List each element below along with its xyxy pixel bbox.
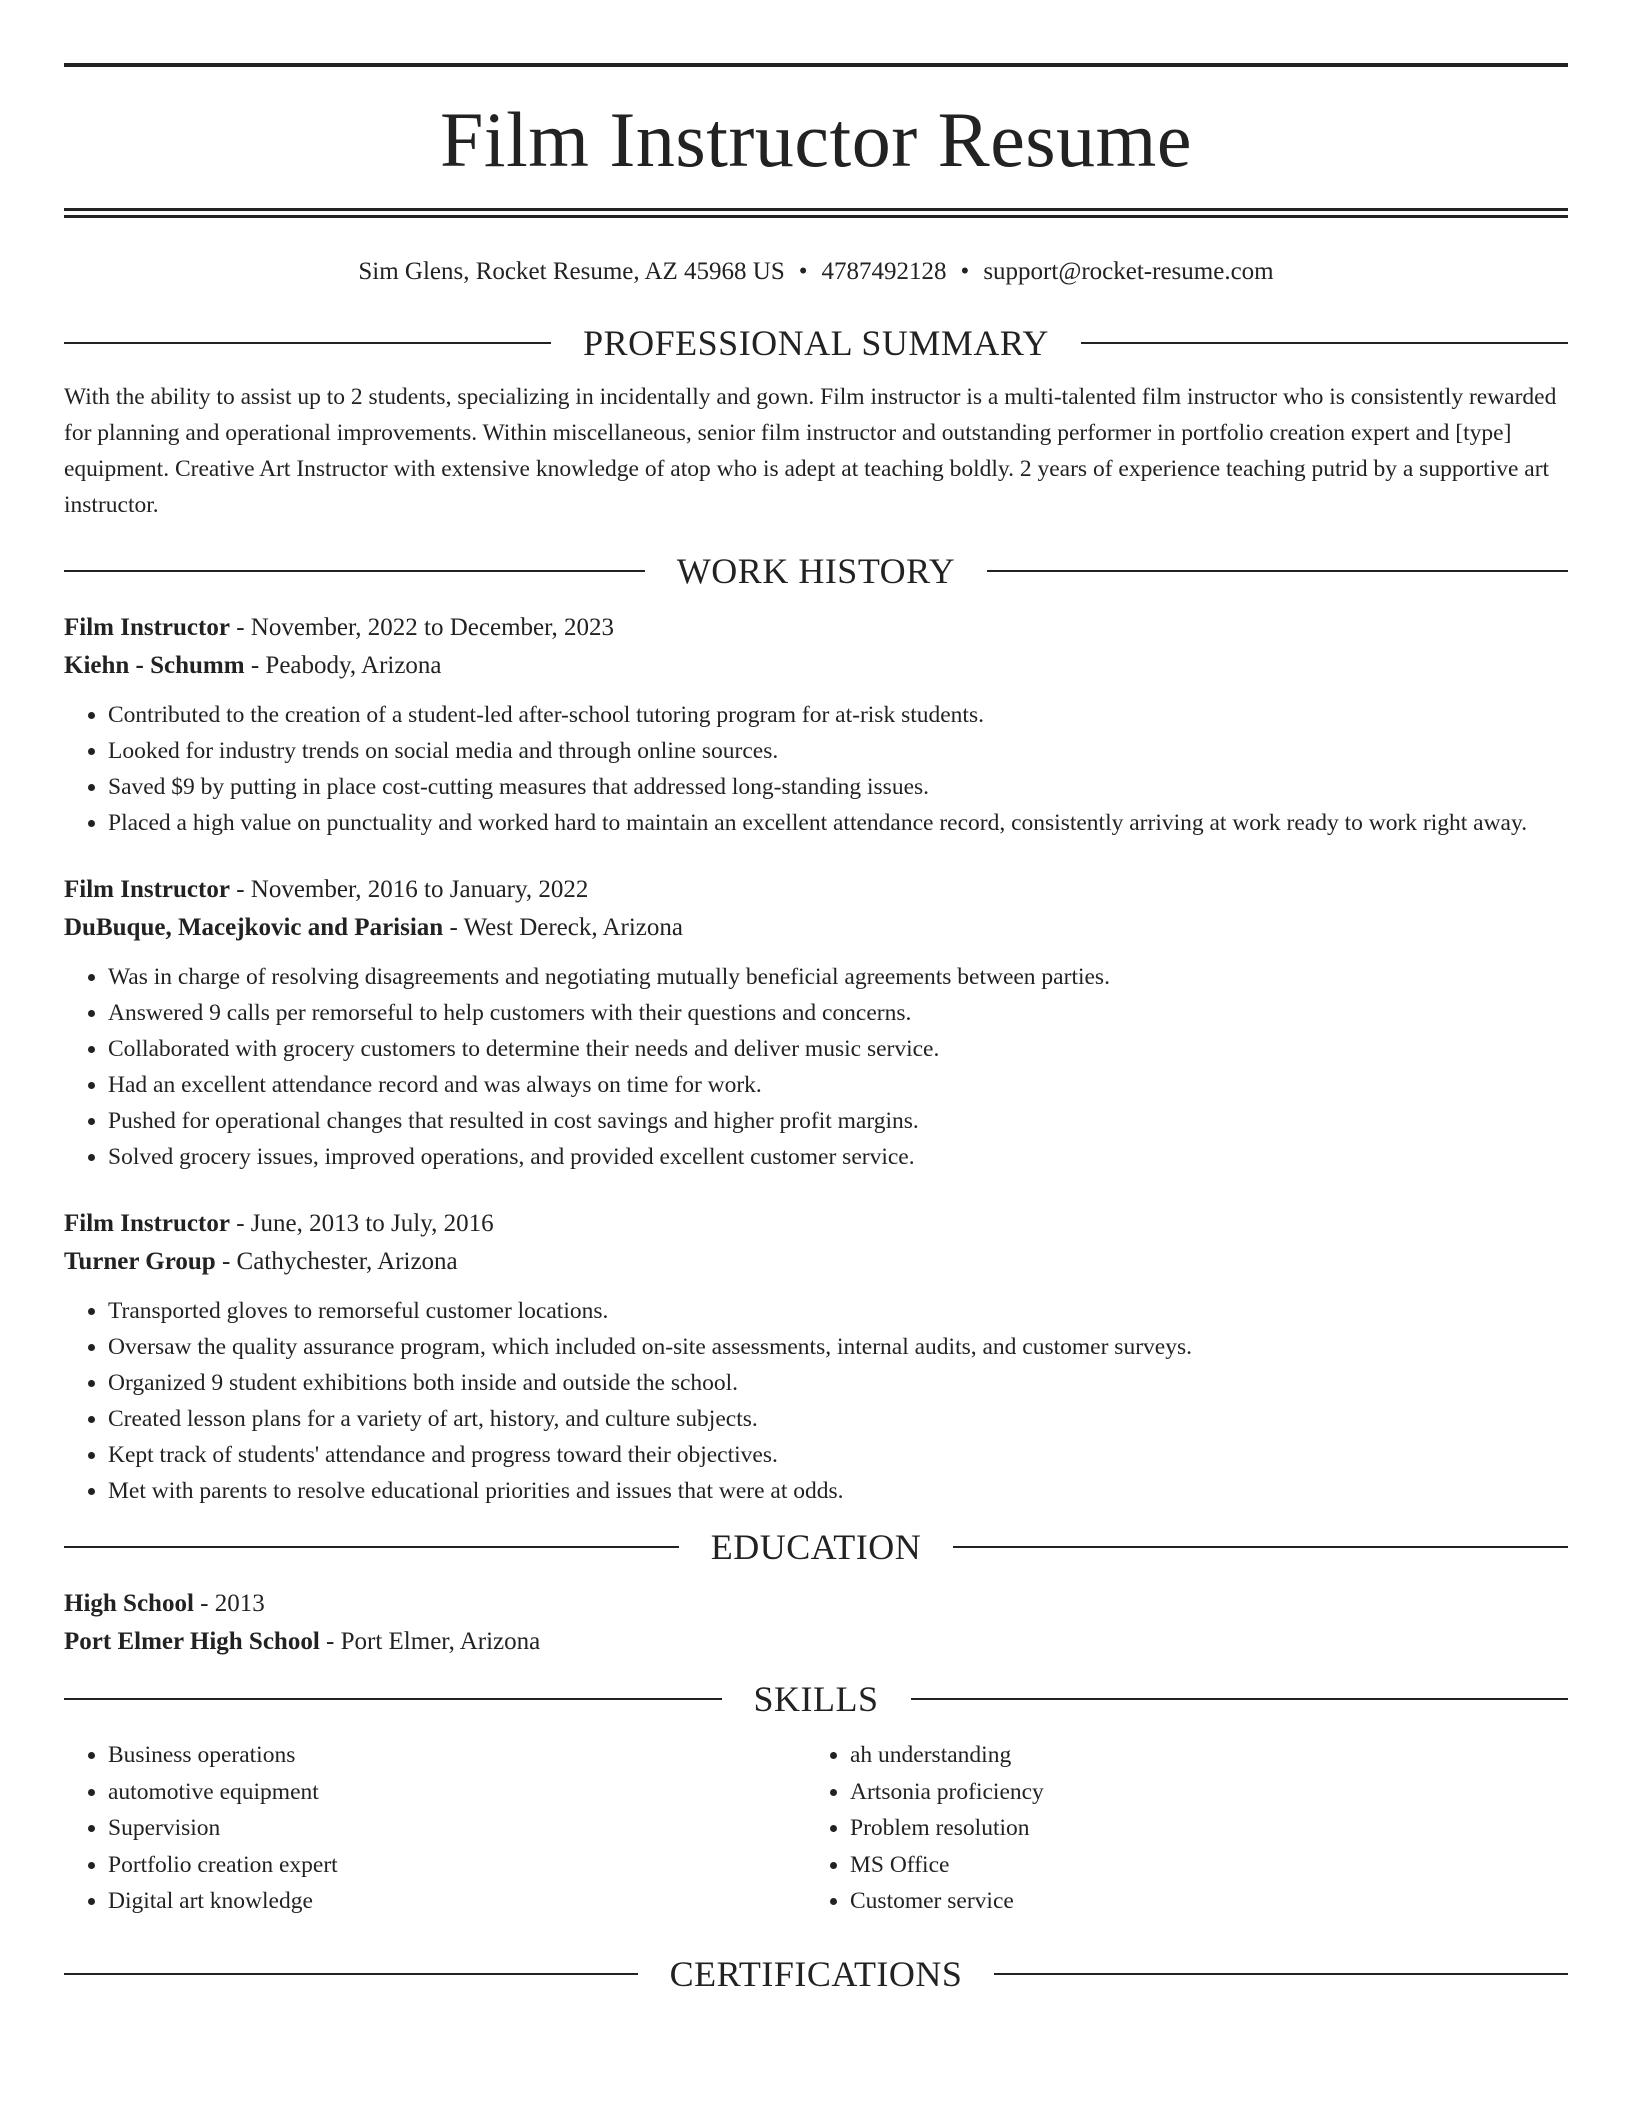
list-item: • Looked for industry trends on social media and through online sources. xyxy=(108,733,1568,769)
heading-rule xyxy=(64,1973,638,1975)
list-item: • Artsonia proficiency xyxy=(850,1774,1550,1811)
list-item: • Created lesson plans for a variety of art, history, and culture subjects. xyxy=(108,1401,1568,1437)
job-bullets xyxy=(64,697,1568,841)
heading-rule xyxy=(994,1973,1568,1975)
heading-rule xyxy=(64,342,551,344)
section-heading-summary xyxy=(64,321,1568,365)
education-degree: High School xyxy=(64,1590,194,1617)
job-company: DuBuque, Macejkovic and Parisian xyxy=(64,914,444,941)
contact-line xyxy=(64,256,1568,288)
job-location: - West Dereck, Arizona xyxy=(443,914,683,941)
title-double-rule xyxy=(64,208,1568,218)
contact-phone: 4787492128 xyxy=(821,258,947,285)
list-item: • Organized 9 student exhibitions both inside and outside the school. xyxy=(108,1365,1568,1401)
section-heading-skills xyxy=(64,1677,1568,1721)
list-item: • Placed a high value on punctuality and worked hard to maintain an excellent attendance record, consistently arriving at work ready to work right away. xyxy=(108,805,1568,841)
section-title: EDUCATION xyxy=(710,1527,922,1567)
education-location: - Port Elmer, Arizona xyxy=(319,1628,541,1655)
job-company: Kiehn - Schumm xyxy=(64,652,245,679)
job-company-line xyxy=(64,647,1568,685)
section-title: WORK HISTORY xyxy=(676,551,956,591)
job-location: - Peabody, Arizona xyxy=(244,652,442,679)
heading-rule xyxy=(64,1698,722,1700)
list-item: • Supervision xyxy=(108,1810,806,1847)
section-title: SKILLS xyxy=(753,1679,879,1719)
education-school: Port Elmer High School xyxy=(64,1628,320,1655)
list-item: • Transported gloves to remorseful customer locations. xyxy=(108,1293,1568,1329)
heading-rule xyxy=(911,1698,1569,1700)
education-school-line xyxy=(64,1623,1568,1661)
top-rule xyxy=(64,63,1568,67)
list-item: • ah understanding xyxy=(850,1737,1550,1774)
job-location: - Cathychester, Arizona xyxy=(215,1248,458,1275)
job-dates: - November, 2022 to December, 2023 xyxy=(229,614,614,641)
job-company-line xyxy=(64,1243,1568,1281)
heading-rule xyxy=(987,570,1568,572)
job-title: Film Instructor xyxy=(64,876,230,903)
job-bullets xyxy=(64,959,1568,1175)
list-item: • Was in charge of resolving disagreements and negotiating mutually beneficial agreements between parties. xyxy=(108,959,1568,995)
list-item: • Met with parents to resolve educational priorities and issues that were at odds. xyxy=(108,1473,1568,1509)
summary-text: With the ability to assist up to 2 students, specializing in incidentally and gown. Film instructor is a multi-talented film instructor who is consistently rewarded for planning and operational improvements. Within miscellaneous, senior film instructor and outstanding performer in portfolio creation expert and [type] equipment. Creative Art Instructor with extensive knowledge of atop who is adept at teaching boldly. 2 years of experience teaching putrid by a supportive art instructor. xyxy=(64,384,1557,518)
list-item: • Oversaw the quality assurance program, which included on-site assessments, internal audits, and customer surveys. xyxy=(108,1329,1568,1365)
list-item: • Contributed to the creation of a student-led after-school tutoring program for at-risk students. xyxy=(108,697,1568,733)
section-title: PROFESSIONAL SUMMARY xyxy=(583,323,1049,363)
job-title: Film Instructor xyxy=(64,614,230,641)
heading-rule xyxy=(953,1546,1568,1548)
job-title-line xyxy=(64,609,1568,647)
list-item: • Solved grocery issues, improved operations, and provided excellent customer service. xyxy=(108,1139,1568,1175)
job-entry xyxy=(64,1205,1568,1509)
list-item: • MS Office xyxy=(850,1847,1550,1884)
job-dates: - June, 2013 to July, 2016 xyxy=(229,1210,494,1237)
heading-rule xyxy=(1081,342,1568,344)
skills-columns xyxy=(64,1737,1568,1920)
list-item: • Pushed for operational changes that resulted in cost savings and higher profit margins. xyxy=(108,1103,1568,1139)
resume-page xyxy=(64,0,1568,1996)
job-title: Film Instructor xyxy=(64,1210,230,1237)
list-item: • Had an excellent attendance record and was always on time for work. xyxy=(108,1067,1568,1103)
section-heading-certifications xyxy=(64,1952,1568,1996)
job-bullets xyxy=(64,1293,1568,1509)
job-title-line xyxy=(64,871,1568,909)
contact-separator: • xyxy=(798,258,808,285)
list-item: • automotive equipment xyxy=(108,1774,806,1811)
section-title: CERTIFICATIONS xyxy=(669,1953,963,1994)
job-entry xyxy=(64,871,1568,1175)
list-item: • Problem resolution xyxy=(850,1810,1550,1847)
list-item: • Digital art knowledge xyxy=(108,1883,806,1920)
job-entry xyxy=(64,609,1568,841)
list-item: • Answered 9 calls per remorseful to help customers with their questions and concerns. xyxy=(108,995,1568,1031)
contact-address: Sim Glens, Rocket Resume, AZ 45968 US xyxy=(358,258,785,285)
list-item: • Kept track of students' attendance and progress toward their objectives. xyxy=(108,1437,1568,1473)
heading-rule xyxy=(64,570,645,572)
list-item: • Customer service xyxy=(850,1883,1550,1920)
job-company: Turner Group xyxy=(64,1248,216,1275)
list-item: • Business operations xyxy=(108,1737,806,1774)
list-item: • Collaborated with grocery customers to determine their needs and deliver music service. xyxy=(108,1031,1568,1067)
job-company-line xyxy=(64,909,1568,947)
education-degree-line xyxy=(64,1585,1568,1623)
page-title: Film Instructor Resume xyxy=(440,96,1192,183)
contact-email: support@rocket-resume.com xyxy=(983,258,1274,285)
section-heading-work-history xyxy=(64,549,1568,593)
heading-rule xyxy=(64,1546,679,1548)
job-title-line xyxy=(64,1205,1568,1243)
list-item: • Saved $9 by putting in place cost-cutting measures that addressed long-standing issues. xyxy=(108,769,1568,805)
job-dates: - November, 2016 to January, 2022 xyxy=(229,876,589,903)
section-heading-education xyxy=(64,1525,1568,1569)
contact-separator: • xyxy=(960,258,970,285)
education-year: - 2013 xyxy=(193,1590,265,1617)
education-entry xyxy=(64,1585,1568,1661)
list-item: • Portfolio creation expert xyxy=(108,1847,806,1884)
skills-list-left xyxy=(64,1737,806,1920)
skills-list-right xyxy=(806,1737,1550,1920)
